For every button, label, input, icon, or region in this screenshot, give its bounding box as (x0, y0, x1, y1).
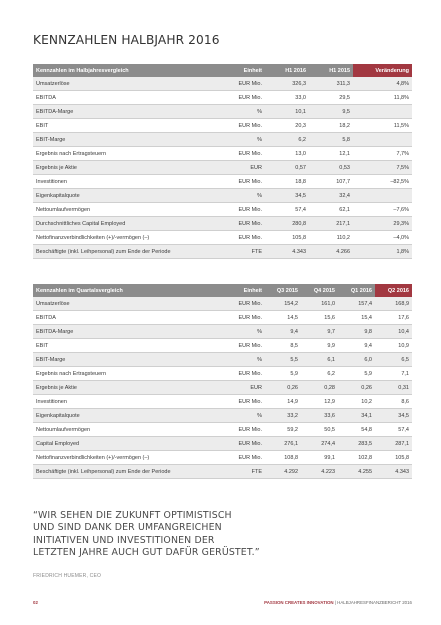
table-cell: 62,1 (309, 203, 353, 217)
table-cell: EUR Mio. (209, 203, 265, 217)
ceo-quote (33, 510, 393, 559)
table-row (33, 147, 412, 161)
table-cell: 5,8 (309, 133, 353, 147)
table-cell: 4.266 (309, 245, 353, 259)
footer-report: HALBJAHRESFINANZBERICHT 2016 (337, 600, 412, 605)
table-cell: 18,2 (309, 119, 353, 133)
table-row (33, 381, 412, 395)
row-label: Eigenkapitalquote (33, 189, 209, 203)
table-cell: 8,6 (375, 395, 412, 409)
table-cell: EUR (209, 161, 265, 175)
column-header: Q3 2015 (265, 284, 301, 297)
row-label: Umsatzerlöse (33, 77, 209, 91)
column-header: Q4 2015 (301, 284, 338, 297)
column-header: Q1 2016 (338, 284, 375, 297)
table-cell: 14,5 (265, 311, 301, 325)
table-row (33, 311, 412, 325)
table-row (33, 133, 412, 147)
table-cell: EUR Mio. (209, 311, 265, 325)
table-cell: 33,2 (265, 409, 301, 423)
quote-line: “WIR SEHEN DIE ZUKUNFT OPTIMISTISCH (33, 510, 232, 521)
table-row (33, 119, 412, 133)
table-cell: 34,5 (375, 409, 412, 423)
row-label: EBIT-Marge (33, 353, 209, 367)
table-cell: 217,1 (309, 217, 353, 231)
column-header: Kennzahlen im Halbjahresvergleich (33, 64, 209, 77)
table-cell: 105,8 (375, 451, 412, 465)
table-row (33, 297, 412, 311)
table-cell: 274,4 (301, 437, 338, 451)
table-cell: % (209, 325, 265, 339)
footer-separator: | (333, 600, 338, 605)
table-row (33, 465, 412, 479)
table-row (33, 409, 412, 423)
table-cell: 0,26 (265, 381, 301, 395)
row-label: Nettofinanzverbindlichkeiten (+)/-vermögen (–) (33, 231, 209, 245)
table-cell: 4.292 (265, 465, 301, 479)
table-cell: 287,1 (375, 437, 412, 451)
table-row (33, 105, 412, 119)
table-cell: EUR Mio. (209, 339, 265, 353)
row-label: EBITDA (33, 91, 209, 105)
table-cell: 13,0 (265, 147, 309, 161)
table-cell: 54,8 (338, 423, 375, 437)
table-cell: 59,2 (265, 423, 301, 437)
row-label: EBITDA-Marge (33, 325, 209, 339)
table-cell: 57,4 (265, 203, 309, 217)
table-cell (353, 133, 412, 147)
row-label: Beschäftigte (inkl. Leihpersonal) zum Ende der Periode (33, 245, 209, 259)
row-label: Ergebnis nach Ertragsteuern (33, 367, 209, 381)
table-cell: 110,2 (309, 231, 353, 245)
table-cell: 5,5 (265, 353, 301, 367)
column-header: H1 2015 (309, 64, 353, 77)
table-row (33, 175, 412, 189)
table-cell: 7,7% (353, 147, 412, 161)
quote-line: UND SIND DANK DER UMFANGREICHEN (33, 522, 222, 534)
table-cell: EUR Mio. (209, 91, 265, 105)
table-cell: EUR Mio. (209, 217, 265, 231)
column-header: Einheit (209, 64, 265, 77)
table-cell: 6,5 (375, 353, 412, 367)
column-header: Veränderung (353, 64, 412, 77)
table-cell: 276,1 (265, 437, 301, 451)
row-label: Nettoumlaufvermögen (33, 423, 209, 437)
table-row (33, 161, 412, 175)
table-cell: 6,1 (301, 353, 338, 367)
table-cell: % (209, 105, 265, 119)
table-row (33, 217, 412, 231)
table-cell: 4.343 (375, 465, 412, 479)
row-label: Ergebnis nach Ertragsteuern (33, 147, 209, 161)
table-cell: EUR Mio. (209, 451, 265, 465)
table-row (33, 77, 412, 91)
table-cell: EUR Mio. (209, 231, 265, 245)
table-cell: EUR Mio. (209, 437, 265, 451)
table-cell: 4,8% (353, 77, 412, 91)
table-cell: 20,3 (265, 119, 309, 133)
table-cell: 29,5 (309, 91, 353, 105)
table-header-row (33, 284, 412, 297)
table-cell: 50,5 (301, 423, 338, 437)
table-cell: 9,9 (301, 339, 338, 353)
table-cell: 10,2 (338, 395, 375, 409)
row-label: Eigenkapitalquote (33, 409, 209, 423)
column-header: Einheit (209, 284, 265, 297)
table-row (33, 339, 412, 353)
table-cell: 105,8 (265, 231, 309, 245)
table-cell: EUR Mio. (209, 175, 265, 189)
table-cell: 326,3 (265, 77, 309, 91)
table-cell: 8,5 (265, 339, 301, 353)
column-header: H1 2016 (265, 64, 309, 77)
table-cell: 0,28 (301, 381, 338, 395)
column-header: Kennzahlen im Quartalsvergleich (33, 284, 209, 297)
row-label: Investitionen (33, 175, 209, 189)
table-cell: 99,1 (301, 451, 338, 465)
table-cell: 0,26 (338, 381, 375, 395)
table-cell: 157,4 (338, 297, 375, 311)
table-cell: 4.223 (301, 465, 338, 479)
table-cell: 7,1 (375, 367, 412, 381)
table-row (33, 231, 412, 245)
table-cell: EUR Mio. (209, 367, 265, 381)
table-cell: 11,8% (353, 91, 412, 105)
quarter-comparison-table (33, 284, 412, 479)
table-cell: 9,4 (338, 339, 375, 353)
table-cell: 154,2 (265, 297, 301, 311)
table-cell: EUR Mio. (209, 423, 265, 437)
table-cell: 15,6 (301, 311, 338, 325)
column-header: Q2 2016 (375, 284, 412, 297)
table-cell: –82,5% (353, 175, 412, 189)
table-cell: 11,5% (353, 119, 412, 133)
row-label: Durchschnittliches Capital Employed (33, 217, 209, 231)
table-cell (353, 189, 412, 203)
row-label: Beschäftigte (inkl. Leihpersonal) zum Ende der Periode (33, 465, 209, 479)
row-label: EBITDA (33, 311, 209, 325)
table-row (33, 353, 412, 367)
table-cell: EUR Mio. (209, 119, 265, 133)
table-cell: –7,6% (353, 203, 412, 217)
table-cell: EUR Mio. (209, 77, 265, 91)
table-cell: 15,4 (338, 311, 375, 325)
table-cell: EUR (209, 381, 265, 395)
table-cell: 0,53 (309, 161, 353, 175)
table-cell: % (209, 353, 265, 367)
table-cell: 4.343 (265, 245, 309, 259)
row-label: Ergebnis je Aktie (33, 161, 209, 175)
row-label: Capital Employed (33, 437, 209, 451)
table-cell: 5,9 (265, 367, 301, 381)
table-cell: 280,8 (265, 217, 309, 231)
table-cell: 102,8 (338, 451, 375, 465)
row-label: EBITDA-Marge (33, 105, 209, 119)
footer-report-title (264, 600, 412, 605)
table-row (33, 189, 412, 203)
table-row (33, 395, 412, 409)
table-cell: 7,5% (353, 161, 412, 175)
row-label: EBIT-Marge (33, 133, 209, 147)
table-cell: 10,9 (375, 339, 412, 353)
table-cell: 10,4 (375, 325, 412, 339)
table-cell: % (209, 409, 265, 423)
table-cell: –4,0% (353, 231, 412, 245)
table-cell: 12,9 (301, 395, 338, 409)
page-number: 02 (33, 600, 38, 605)
row-label: Ergebnis je Aktie (33, 381, 209, 395)
table-cell: 5,9 (338, 367, 375, 381)
table-row (33, 203, 412, 217)
table-cell: 14,9 (265, 395, 301, 409)
row-label: Nettofinanzverbindlichkeiten (+)/-vermögen (–) (33, 451, 209, 465)
half-year-comparison-table (33, 64, 412, 259)
table-cell: 107,7 (309, 175, 353, 189)
table-cell: 57,4 (375, 423, 412, 437)
table-cell: 311,3 (309, 77, 353, 91)
table-header-row (33, 64, 412, 77)
table-row (33, 91, 412, 105)
row-label: EBIT (33, 119, 209, 133)
table-cell: 4.255 (338, 465, 375, 479)
quote-line: INITIATIVEN UND INVESTITIONEN DER (33, 534, 215, 546)
table-cell: 10,1 (265, 105, 309, 119)
table-cell: EUR Mio. (209, 297, 265, 311)
row-label: EBIT (33, 339, 209, 353)
table-cell: 34,5 (265, 189, 309, 203)
table-cell: 0,57 (265, 161, 309, 175)
table-row (33, 423, 412, 437)
table-cell: 6,2 (301, 367, 338, 381)
quote-author: FRIEDRICH HUEMER, CEO (33, 573, 102, 579)
table-cell: 12,1 (309, 147, 353, 161)
table-cell: 29,3% (353, 217, 412, 231)
page-title: KENNZAHLEN HALBJAHR 2016 (33, 33, 220, 47)
table-cell: 161,0 (301, 297, 338, 311)
table-cell: 168,9 (375, 297, 412, 311)
table-cell: 9,7 (301, 325, 338, 339)
row-label: Investitionen (33, 395, 209, 409)
quote-line: LETZTEN JAHRE AUCH GUT DAFÜR GERÜSTET.” (33, 546, 260, 558)
table-cell: 33,6 (301, 409, 338, 423)
table-cell: 283,5 (338, 437, 375, 451)
table-row (33, 451, 412, 465)
table-cell: EUR Mio. (209, 395, 265, 409)
table-cell (353, 105, 412, 119)
table-cell: 0,31 (375, 381, 412, 395)
table-cell: % (209, 133, 265, 147)
table-cell: % (209, 189, 265, 203)
table-cell: 9,8 (338, 325, 375, 339)
table-cell: 34,1 (338, 409, 375, 423)
table-row (33, 367, 412, 381)
table-cell: EUR Mio. (209, 147, 265, 161)
table-cell: 18,8 (265, 175, 309, 189)
table-cell: 33,0 (265, 91, 309, 105)
row-label: Umsatzerlöse (33, 297, 209, 311)
row-label: Nettoumlaufvermögen (33, 203, 209, 217)
table-row (33, 437, 412, 451)
table-cell: 1,8% (353, 245, 412, 259)
table-cell: FTE (209, 245, 265, 259)
table-cell: FTE (209, 465, 265, 479)
footer-brand: PASSION CREATES INNOVATION (264, 600, 334, 605)
table-cell: 32,4 (309, 189, 353, 203)
table-cell: 9,5 (309, 105, 353, 119)
table-cell: 6,0 (338, 353, 375, 367)
table-cell: 17,6 (375, 311, 412, 325)
table-cell: 6,2 (265, 133, 309, 147)
table-row (33, 245, 412, 259)
table-cell: 9,4 (265, 325, 301, 339)
table-cell: 108,8 (265, 451, 301, 465)
table-row (33, 325, 412, 339)
